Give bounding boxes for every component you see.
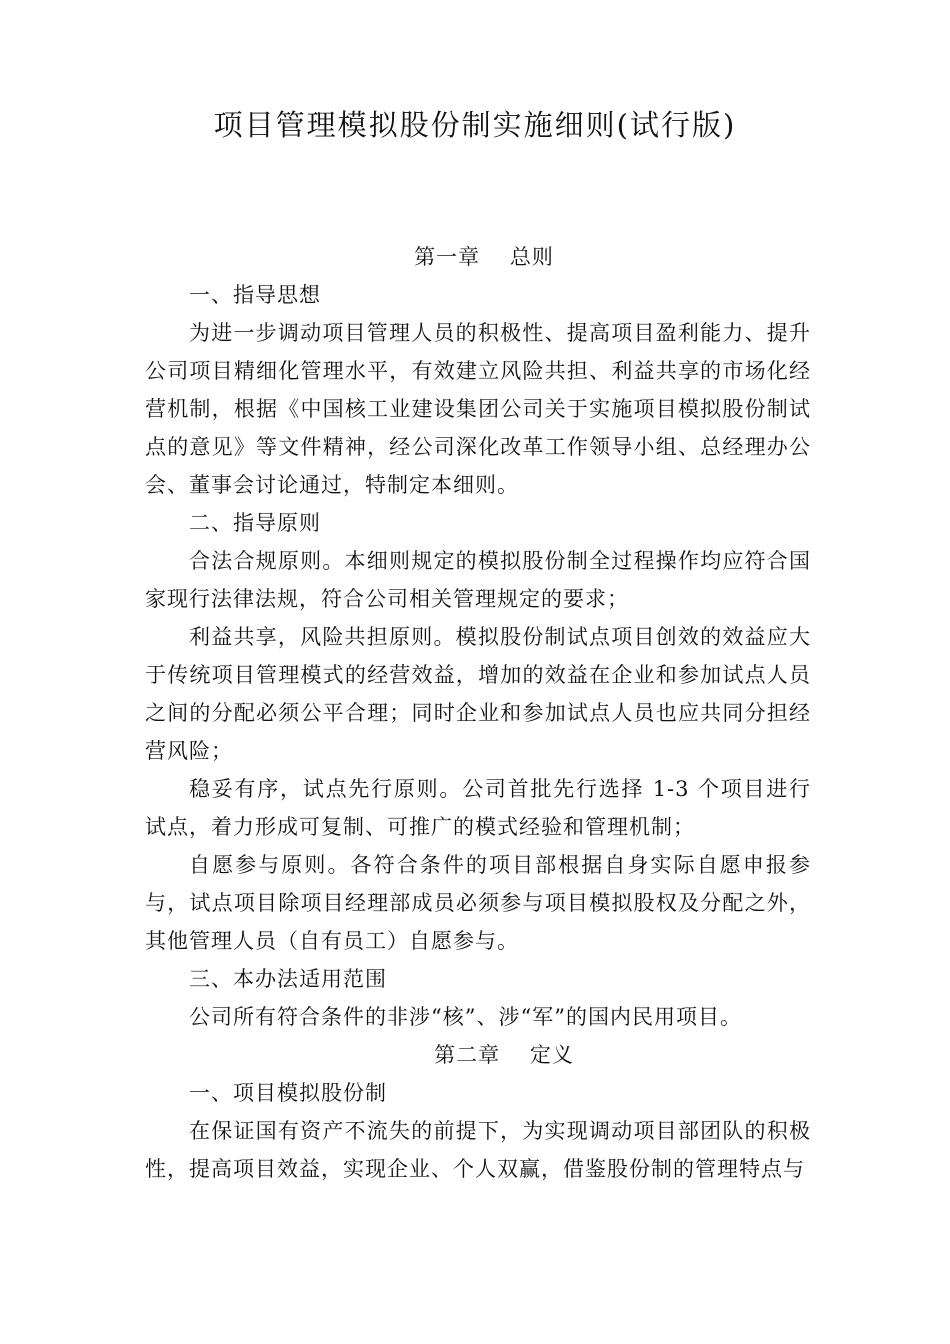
chapter-2-title: 第二章 定义 — [434, 1043, 574, 1067]
scope-paragraph: 公司所有符合条件的非涉“核”、涉“军”的国内民用项目。 — [189, 1005, 742, 1029]
section-scope-heading: 三、本办法适用范围 — [189, 967, 387, 991]
document-body — [145, 238, 811, 1188]
principle-shared-benefit-risk: 利益共享，风险共担原则。模拟股份制试点项目创效的效益应大于传统项目管理模式的经营效益，增加的效益在企业和参加试点人员之间的分配必须公平合理；同时企业和参加试点人员也应共同分担经营风险； — [145, 625, 811, 763]
principle-pilot-first: 稳妥有序，试点先行原则。公司首批先行选择 1-3 个项目进行试点，着力形成可复制、可推广的模式经验和管理机制； — [145, 777, 811, 839]
principle-legal-compliance: 合法合规原则。本细则规定的模拟股份制全过程操作均应符合国家现行法律法规，符合公司相关管理规定的要求； — [145, 549, 811, 611]
section-guiding-thought-heading: 一、指导思想 — [189, 283, 321, 307]
simulated-shareholding-paragraph: 在保证国有资产不流失的前提下，为实现调动项目部团队的积极性，提高项目效益，实现企业、个人双赢，借鉴股份制的管理特点与 — [145, 1119, 811, 1181]
chapter-1-title: 第一章 总则 — [414, 245, 554, 269]
section-simulated-shareholding-heading: 一、项目模拟股份制 — [189, 1081, 387, 1105]
section-guiding-principles-heading: 二、指导原则 — [189, 511, 321, 535]
principle-voluntary-participation: 自愿参与原则。各符合条件的项目部根据自身实际自愿申报参与，试点项目除项目经理部成员必须参与项目模拟股权及分配之外，其他管理人员（自有员工）自愿参与。 — [145, 853, 811, 953]
document-title: 项目管理模拟股份制实施细则(试行版) — [213, 108, 737, 142]
guiding-thought-paragraph: 为进一步调动项目管理人员的积极性、提高项目盈利能力、提升公司项目精细化管理水平，有效建立风险共担、利益共享的市场化经营机制，根据《中国核工业建设集团公司关于实施项目模拟股份制试点的意见》等文件精神，经公司深化改革工作领导小组、总经理办公会、董事会讨论通过，特制定本细则。 — [145, 321, 811, 497]
